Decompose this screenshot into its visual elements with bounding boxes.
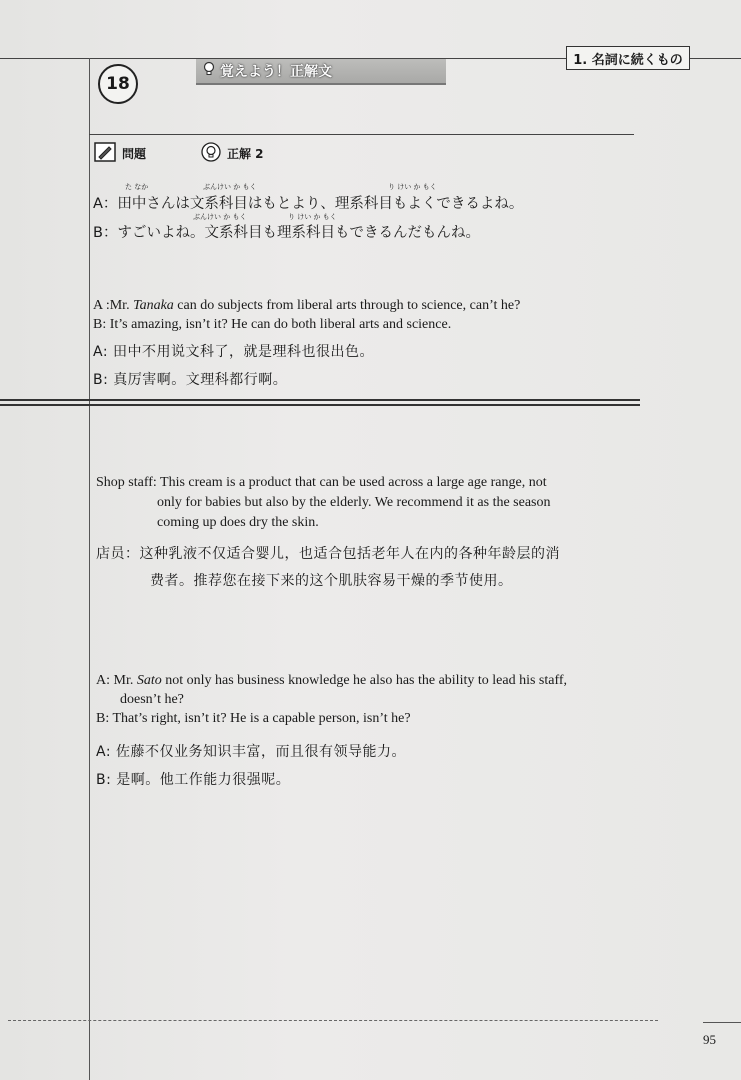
banner-title: 覚えよう！正解文 (220, 64, 332, 80)
en-line-a (93, 298, 520, 314)
ruby-bunkei: ぶんけい か もく (203, 183, 257, 191)
shop-en-line-2: only for babies but also by the elderly. We recommend it as the season (157, 495, 551, 510)
en-a-rest: can do subjects from liberal arts through to science, can’t he? (173, 298, 521, 313)
sato-en-line-a2: doesn’t he? (120, 692, 184, 707)
ruby-tanaka: た なか (125, 183, 149, 191)
zh-line-b: B: 真厉害啊。文理科都行啊。 (93, 372, 288, 388)
pencil-icon (94, 142, 116, 165)
ruby-rikei: り けい か もく (388, 183, 437, 191)
sato-en-line-a (96, 673, 567, 689)
page-number-rule (703, 1022, 741, 1023)
question-label (94, 142, 146, 165)
ruby-bunkei-2: ぶんけい か もく (193, 213, 247, 221)
header-separator (89, 134, 634, 135)
chapter-tab: 1. 名詞に続くもの (566, 46, 690, 70)
section-number: 18 (98, 64, 138, 104)
sato-en-a-prefix: A: Mr. (96, 673, 137, 688)
lightbulb-icon (202, 61, 216, 81)
en-line-b: B: It’s amazing, isn’t it? He can do both liberal arts and science. (93, 317, 452, 332)
section-banner (196, 59, 446, 85)
shop-en-line-1: Shop staff: This cream is a product that can be used across a large age range, not (96, 475, 547, 490)
sato-en-a-rest: not only has business knowledge he also has the ability to lead his staff, (161, 673, 568, 688)
sato-en-a-name: Sato (136, 673, 162, 688)
shop-zh-line-1: 店员：这种乳液不仅适合婴儿，也适合包括老年人在内的各种年龄层的消 (96, 546, 560, 562)
section-separator-bottom (0, 404, 640, 406)
shop-zh-line-2: 费者。推荐您在接下来的这个肌肤容易干燥的季节使用。 (150, 573, 513, 589)
question-label-text: 問題 (122, 147, 147, 161)
page-number: 95 (703, 1032, 716, 1047)
ruby-rikei-2: り けい か もく (288, 213, 337, 221)
lightbulb-icon (201, 142, 221, 165)
answer-label (201, 142, 264, 165)
en-a-prefix: A :Mr. (93, 298, 134, 313)
margin-rule (89, 58, 90, 1080)
en-a-name: Tanaka (133, 298, 174, 313)
sato-zh-line-b: B: 是啊。他工作能力很强呢。 (96, 772, 291, 788)
shop-en-line-3: coming up does dry the skin. (157, 515, 319, 530)
answer-label-text: 正解 2 (227, 147, 264, 161)
sato-en-line-b: B: That’s right, isn’t it? He is a capable person, isn’t he? (96, 711, 411, 726)
jp-line-b: B：すごいよね。文系科目も理系科目もできるんだもんね。 (93, 225, 480, 241)
footer-dashed-rule (8, 1020, 658, 1021)
sato-zh-line-a: A: 佐藤不仅业务知识丰富，而且很有领导能力。 (96, 744, 406, 760)
zh-line-a: A: 田中不用说文科了，就是理科也很出色。 (93, 344, 374, 360)
section-separator-top (0, 399, 640, 401)
jp-line-a: A：田中さんは文系科目はもとより、理系科目もよくできるよね。 (93, 196, 524, 212)
